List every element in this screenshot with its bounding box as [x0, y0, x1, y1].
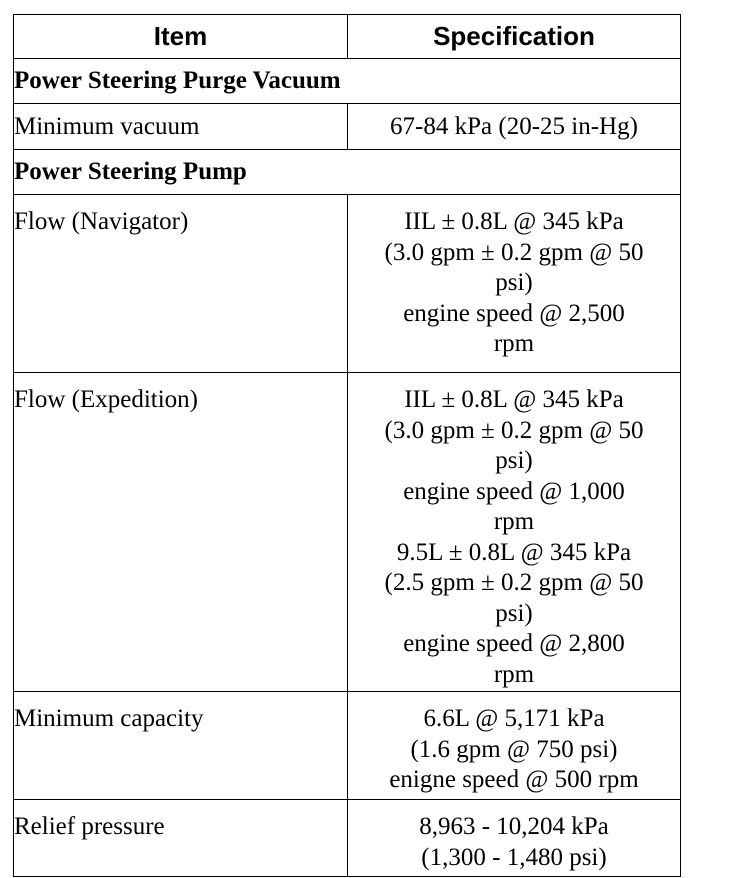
spec-line: (1,300 - 1,480 psi) [421, 843, 607, 871]
table-row [14, 800, 681, 877]
item-cell: Flow (Navigator) [14, 195, 348, 373]
spec-cell [348, 800, 681, 877]
spec-line: rpm [493, 330, 535, 357]
table-row [14, 195, 681, 373]
spec-line: engine speed @ 2,800 [403, 630, 625, 657]
spec-line: engine speed @ 2,500 [403, 299, 625, 327]
spec-cell [348, 104, 681, 150]
spec-line: psi) [495, 269, 533, 296]
spec-line: IIL ± 0.8L @ 345 kPa [404, 386, 624, 413]
header-item: Item [14, 15, 348, 59]
item-cell: Minimum capacity [14, 692, 348, 800]
spec-line: 67-84 kPa (20-25 in-Hg) [390, 113, 638, 140]
table-row [14, 104, 681, 150]
spec-cell [348, 195, 681, 373]
item-cell: Minimum vacuum [14, 104, 348, 150]
table-row [14, 692, 681, 800]
spec-line: psi) [495, 599, 533, 627]
spec-line: (2.5 gpm ± 0.2 gpm @ 50 [384, 569, 644, 596]
spec-line: enigne speed @ 500 rpm [389, 766, 639, 793]
spec-line: IIL ± 0.8L @ 345 kPa [404, 208, 624, 235]
section-row [14, 59, 681, 104]
section-title-purge-vacuum: Power Steering Purge Vacuum [14, 59, 681, 104]
spec-cell [348, 692, 681, 800]
spec-line: 9.5L ± 0.8L @ 345 kPa [396, 538, 632, 566]
spec-line: 6.6L @ 5,171 kPa [423, 705, 605, 732]
spec-line: (3.0 gpm ± 0.2 gpm @ 50 [384, 238, 644, 266]
header-row [14, 15, 681, 59]
section-title-pump: Power Steering Pump [14, 150, 681, 195]
spec-line: 8,963 - 10,204 kPa [419, 813, 609, 840]
spec-line: rpm [493, 508, 535, 535]
spec-line: psi) [495, 447, 533, 474]
spec-line: (3.0 gpm ± 0.2 gpm @ 50 [384, 416, 644, 444]
item-cell: Relief pressure [14, 800, 348, 877]
item-cell: Flow (Expedition) [14, 373, 348, 692]
table-row [14, 373, 681, 692]
header-specification: Specification [348, 15, 681, 59]
spec-line: (1.6 gpm @ 750 psi) [410, 735, 618, 763]
spec-line: engine speed @ 1,000 [403, 477, 625, 505]
spec-line: rpm [493, 660, 535, 688]
section-row [14, 150, 681, 195]
spec-cell [348, 373, 681, 692]
specification-table [13, 14, 681, 877]
